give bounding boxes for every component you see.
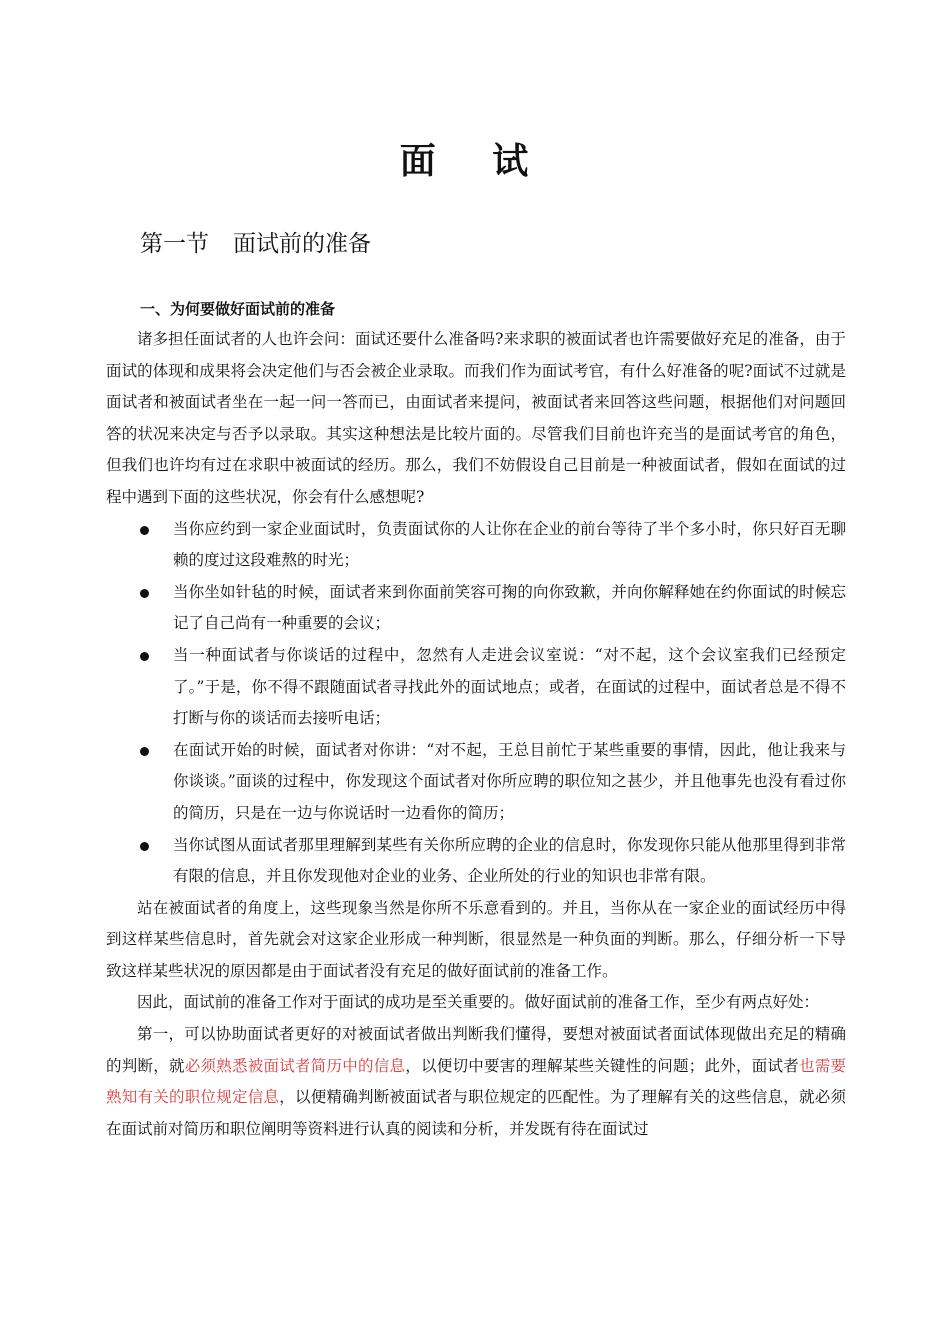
bullet-icon <box>140 526 149 535</box>
list-item <box>106 514 846 577</box>
list-item <box>106 577 846 640</box>
intro-paragraph: 诸多担任面试者的人也许会问：面试还要什么准备吗?来求职的被面试者也许需要做好充足的准备，由于面试的体现和成果将会决定他们与否会被企业录取。而我们作为面试考官，有什么好准备的呢?面试不过就是面试者和被面试者坐在一起一问一答而已，由面试者来提问，被面试者来回答这些问题，根据他们对问题回答的状况来决定与否予以录取。其实这种想法是比较片面的。尽管我们目前也许充当的是面试考官的角色，但我们也许均有过在求职中被面试的经历。那么，我们不妨假设自己目前是一种被面试者，假如在面试的过程中遇到下面的这些状况，你会有什么感想呢? <box>106 330 846 506</box>
list-item <box>106 830 846 893</box>
bullet-list <box>106 514 846 893</box>
paragraph-2: 站在被面试者的角度上，这些现象当然是你所不乐意看到的。并且，当你从在一家企业的面试经历中得到这样某些信息时，首先就会对这家企业形成一种判断，很显然是一种负面的判断。那么，仔细分析一下导致这样某些状况的原因都是由于面试者没有充足的做好面试前的准备工作。 <box>106 898 846 980</box>
bullet-text: 当你应约到一家企业面试时，负责面试你的人让你在企业的前台等待了半个多小时，你只好百无聊赖的度过这段难熬的时光； <box>173 519 846 570</box>
bullet-icon <box>140 589 149 598</box>
list-item <box>106 735 846 830</box>
section-heading <box>140 226 371 262</box>
bullet-icon <box>140 842 149 851</box>
bullet-icon <box>140 747 149 756</box>
bullet-text: 当你试图从面试者那里理解到某些有关你所应聘的企业的信息时，你发现你只能从他那里得到非常有限的信息，并且你发现他对企业的业务、企业所处的行业的知识也非常有限。 <box>173 835 846 886</box>
paragraph-4-part-2: ，以便切中要害的理解某些关键性的问题；此外，面试者 <box>405 1056 799 1075</box>
bullet-text: 当你坐如针毡的时候，面试者来到你面前笑容可掬的向你致歉，并向你解释她在约你面试的时候忘记了自己尚有一种重要的会议； <box>173 582 846 633</box>
highlight-resume-info: 必须熟悉被面试者简历中的信息 <box>184 1056 406 1075</box>
paragraph-3: 因此，面试前的准备工作对于面试的成功是至关重要的。做好面试前的准备工作，至少有两点好处： <box>137 993 820 1012</box>
subheading: 一、为何要做好面试前的准备 <box>140 300 336 318</box>
page-title: 面 试 <box>399 141 551 182</box>
body-text <box>106 324 846 1145</box>
bullet-text: 在面试开始的时候，面试者对你讲：“对不起，王总目前忙于某些重要的事情，因此，他让我来与你谈谈。”面谈的过程中，你发现这个面试者对你所应聘的职位知之甚少，并且他事先也没有看过你的简历，只是在一边与你说话时一边看你的简历； <box>173 740 846 822</box>
bullet-text: 当一种面试者与你谈话的过程中，忽然有人走进会议室说：“对不起，这个会议室我们已经预定了。”于是，你不得不跟随面试者寻找此外的面试地点；或者，在面试的过程中，面试者总是不得不打断与你的谈话而去接听电话； <box>173 645 846 728</box>
paragraph-4 <box>106 1019 846 1145</box>
paragraph-4-part-3: ，以便精确判断被面试者与职位规定的匹配性。为了理解有关的这些信息，就必须在面试前对简历和职位阐明等资料进行认真的阅读和分析，并发既有待在面试过 <box>106 1088 846 1138</box>
paragraph-4-part-1: 第一，可以协助面试者更好的对被面试者做出判断我们懂得，要想对被面试者面试体现做出充足的精确的判断，就 <box>106 1025 846 1075</box>
section-title: 面试前的准备 <box>233 231 371 257</box>
list-item <box>106 640 846 735</box>
bullet-icon <box>140 652 149 661</box>
section-number: 第一节 <box>140 231 209 257</box>
highlight-job-requirements: 也需要熟知有关的职位规定信息 <box>106 1056 846 1107</box>
